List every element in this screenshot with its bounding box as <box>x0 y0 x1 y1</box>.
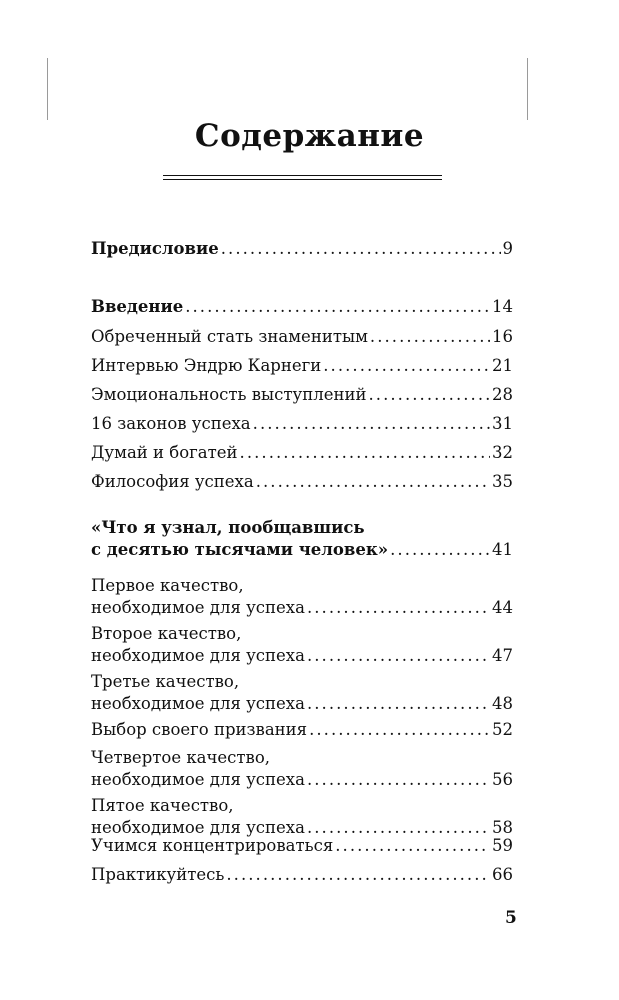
dot-leader <box>307 597 490 619</box>
toc-entry <box>91 326 513 348</box>
toc-entry-page: 35 <box>492 472 513 491</box>
dot-leader <box>221 238 501 260</box>
toc-entry-line <box>91 238 513 260</box>
toc-entry <box>91 238 513 260</box>
dot-leader <box>307 645 490 667</box>
toc-entry-line <box>91 747 513 769</box>
dot-leader <box>369 384 491 406</box>
toc-entry-line <box>91 539 513 561</box>
toc-entry-title: необходимое для успеха <box>91 694 305 713</box>
toc-entry <box>91 296 513 318</box>
dot-leader <box>256 471 490 493</box>
toc-entry-page: 28 <box>492 385 513 404</box>
toc-entry-page: 41 <box>492 540 513 559</box>
toc-entry-title: Практикуйтесь <box>91 865 225 884</box>
toc-entry-title: Введение <box>91 297 184 316</box>
dot-leader <box>240 442 490 464</box>
dot-leader <box>253 413 490 435</box>
toc-entry-title: Предисловие <box>91 239 219 258</box>
toc-entry-title: «Что я узнал, пообщавшись <box>91 518 365 537</box>
toc-entry-line <box>91 835 513 857</box>
toc-entry-line <box>91 442 513 464</box>
toc-entry <box>91 384 513 406</box>
toc-entry-title: Первое качество, <box>91 576 244 595</box>
toc-entry-page: 31 <box>492 414 513 433</box>
toc-entry <box>91 442 513 464</box>
toc-entry <box>91 719 513 741</box>
toc-entry-line <box>91 597 513 619</box>
toc-entry-title: 16 законов успеха <box>91 414 251 433</box>
toc-entry <box>91 747 513 791</box>
dot-leader <box>390 539 490 561</box>
toc-entry-line <box>91 326 513 348</box>
toc-entry-line <box>91 575 513 597</box>
toc-entry-title: Обреченный стать знаменитым <box>91 327 368 346</box>
dot-leader <box>309 719 490 741</box>
toc-entry-line <box>91 355 513 377</box>
toc-entry-line <box>91 693 513 715</box>
dot-leader <box>335 835 490 857</box>
dot-leader <box>370 326 490 348</box>
page-number: 5 <box>505 908 517 928</box>
toc-entry <box>91 835 513 857</box>
toc-entry-page: 44 <box>492 598 513 617</box>
crop-mark-right <box>527 58 528 120</box>
toc-entry-page: 58 <box>492 818 513 837</box>
toc-entry-title: Думай и богатей <box>91 443 238 462</box>
toc-entry-line <box>91 471 513 493</box>
toc-entry-line <box>91 645 513 667</box>
toc-entry <box>91 671 513 715</box>
toc-entry-page: 66 <box>492 865 513 884</box>
toc-entry <box>91 413 513 435</box>
toc-entry-title: Четвертое качество, <box>91 748 270 767</box>
toc-entry-title: необходимое для успеха <box>91 770 305 789</box>
toc-entry-line <box>91 795 513 817</box>
dot-leader <box>307 769 490 791</box>
toc-entry-line <box>91 384 513 406</box>
toc-entry-title: Эмоциональность выступлений <box>91 385 367 404</box>
toc-entry-page: 14 <box>492 297 513 316</box>
toc-entry-title: Философия успеха <box>91 472 254 491</box>
toc-entry <box>91 355 513 377</box>
toc-entry <box>91 795 513 839</box>
crop-mark-left <box>47 58 48 120</box>
dot-leader <box>323 355 490 377</box>
toc-entry-title: необходимое для успеха <box>91 598 305 617</box>
toc-entry-line <box>91 769 513 791</box>
toc-entry-page: 48 <box>492 694 513 713</box>
toc-entry-line <box>91 864 513 886</box>
title-double-rule <box>163 175 442 180</box>
dot-leader <box>226 864 490 886</box>
toc-entry-title: необходимое для успеха <box>91 818 305 837</box>
toc-entry <box>91 864 513 886</box>
toc-entry-title: необходимое для успеха <box>91 646 305 665</box>
toc-entry-line <box>91 623 513 645</box>
toc-entry-line <box>91 413 513 435</box>
toc-entry <box>91 517 513 561</box>
toc-entry-page: 52 <box>492 720 513 739</box>
toc-entry-page: 21 <box>492 356 513 375</box>
toc-entry-page: 16 <box>492 327 513 346</box>
toc-entry-line <box>91 719 513 741</box>
toc-entry-title: Третье качество, <box>91 672 240 691</box>
toc-entry-title: Выбор своего призвания <box>91 720 308 739</box>
toc-entry-page: 9 <box>502 239 513 258</box>
toc-entry-line <box>91 517 513 539</box>
toc-entry-title: Пятое качество, <box>91 796 234 815</box>
toc-entry-page: 47 <box>492 646 513 665</box>
dot-leader <box>185 296 490 318</box>
toc-entry <box>91 575 513 619</box>
toc-entry-line <box>91 296 513 318</box>
toc-entry <box>91 623 513 667</box>
toc-entry-title: Учимся концентрироваться <box>91 836 334 855</box>
page-title: Содержание <box>194 118 425 154</box>
toc-entry-page: 32 <box>492 443 513 462</box>
toc-entry-title: с десятью тысячами человек» <box>91 540 389 559</box>
toc-entry-title: Интервью Эндрю Карнеги <box>91 356 322 375</box>
toc-entry <box>91 471 513 493</box>
toc-entry-line <box>91 671 513 693</box>
toc-entry-title: Второе качество, <box>91 624 242 643</box>
toc-entry-page: 59 <box>492 836 513 855</box>
toc-entry-page: 56 <box>492 770 513 789</box>
dot-leader <box>307 693 490 715</box>
